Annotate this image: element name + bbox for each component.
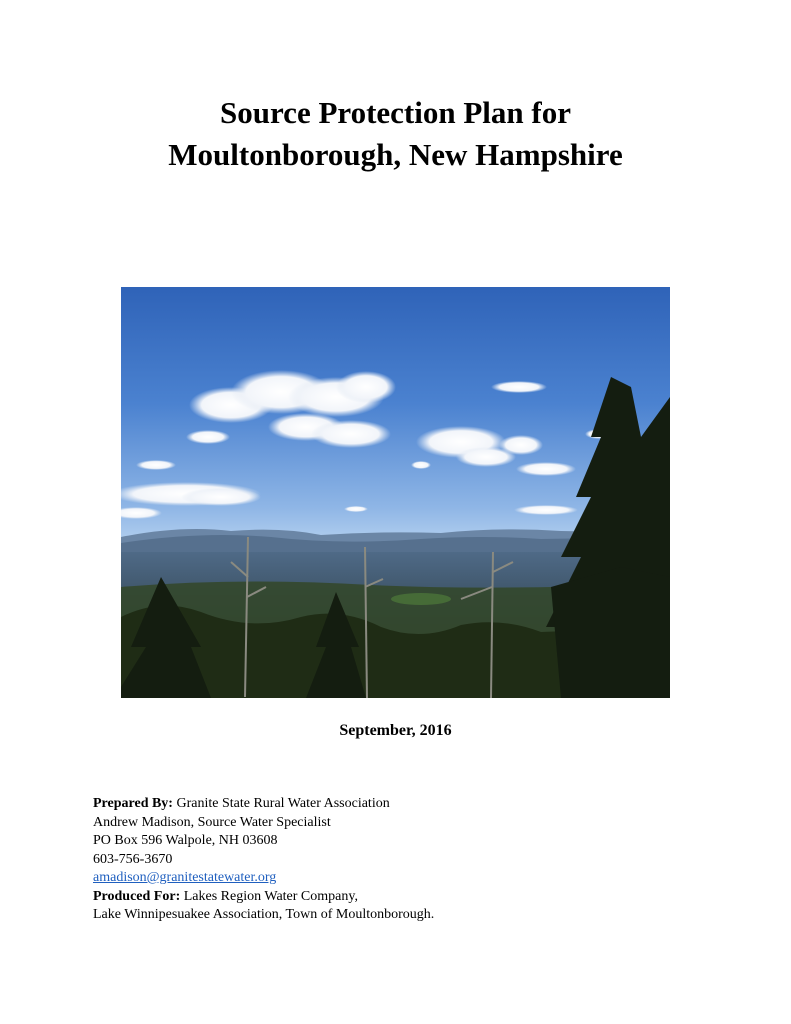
- produced-for-line: [93, 888, 434, 907]
- title-line-1: Source Protection Plan for: [220, 95, 571, 130]
- prepared-by-label: Prepared By:: [93, 796, 173, 811]
- produced-for-line-1: Lakes Region Water Company,: [183, 888, 358, 904]
- produced-for-label: Produced For:: [93, 888, 181, 904]
- email-link[interactable]: amadison@granitestatewater.org: [93, 870, 277, 885]
- prepared-by-address: PO Box 596 Walpole, NH 03608: [93, 833, 278, 848]
- prepared-by-line: [93, 795, 434, 814]
- produced-for-line-2: Lake Winnipesuakee Association, Town of Moultonborough.: [93, 907, 435, 922]
- prepared-by-phone: 603-756-3670: [93, 851, 173, 867]
- document-title: [0, 92, 791, 176]
- prepared-by-person: Andrew Madison, Source Water Specialist: [93, 814, 331, 830]
- publication-date: September, 2016: [339, 722, 452, 739]
- prepared-by-organization: Granite State Rural Water Association: [176, 796, 390, 811]
- contact-block: [93, 795, 434, 925]
- cover-photo: [121, 287, 670, 698]
- title-line-2: Moultonborough, New Hampshire: [168, 137, 623, 172]
